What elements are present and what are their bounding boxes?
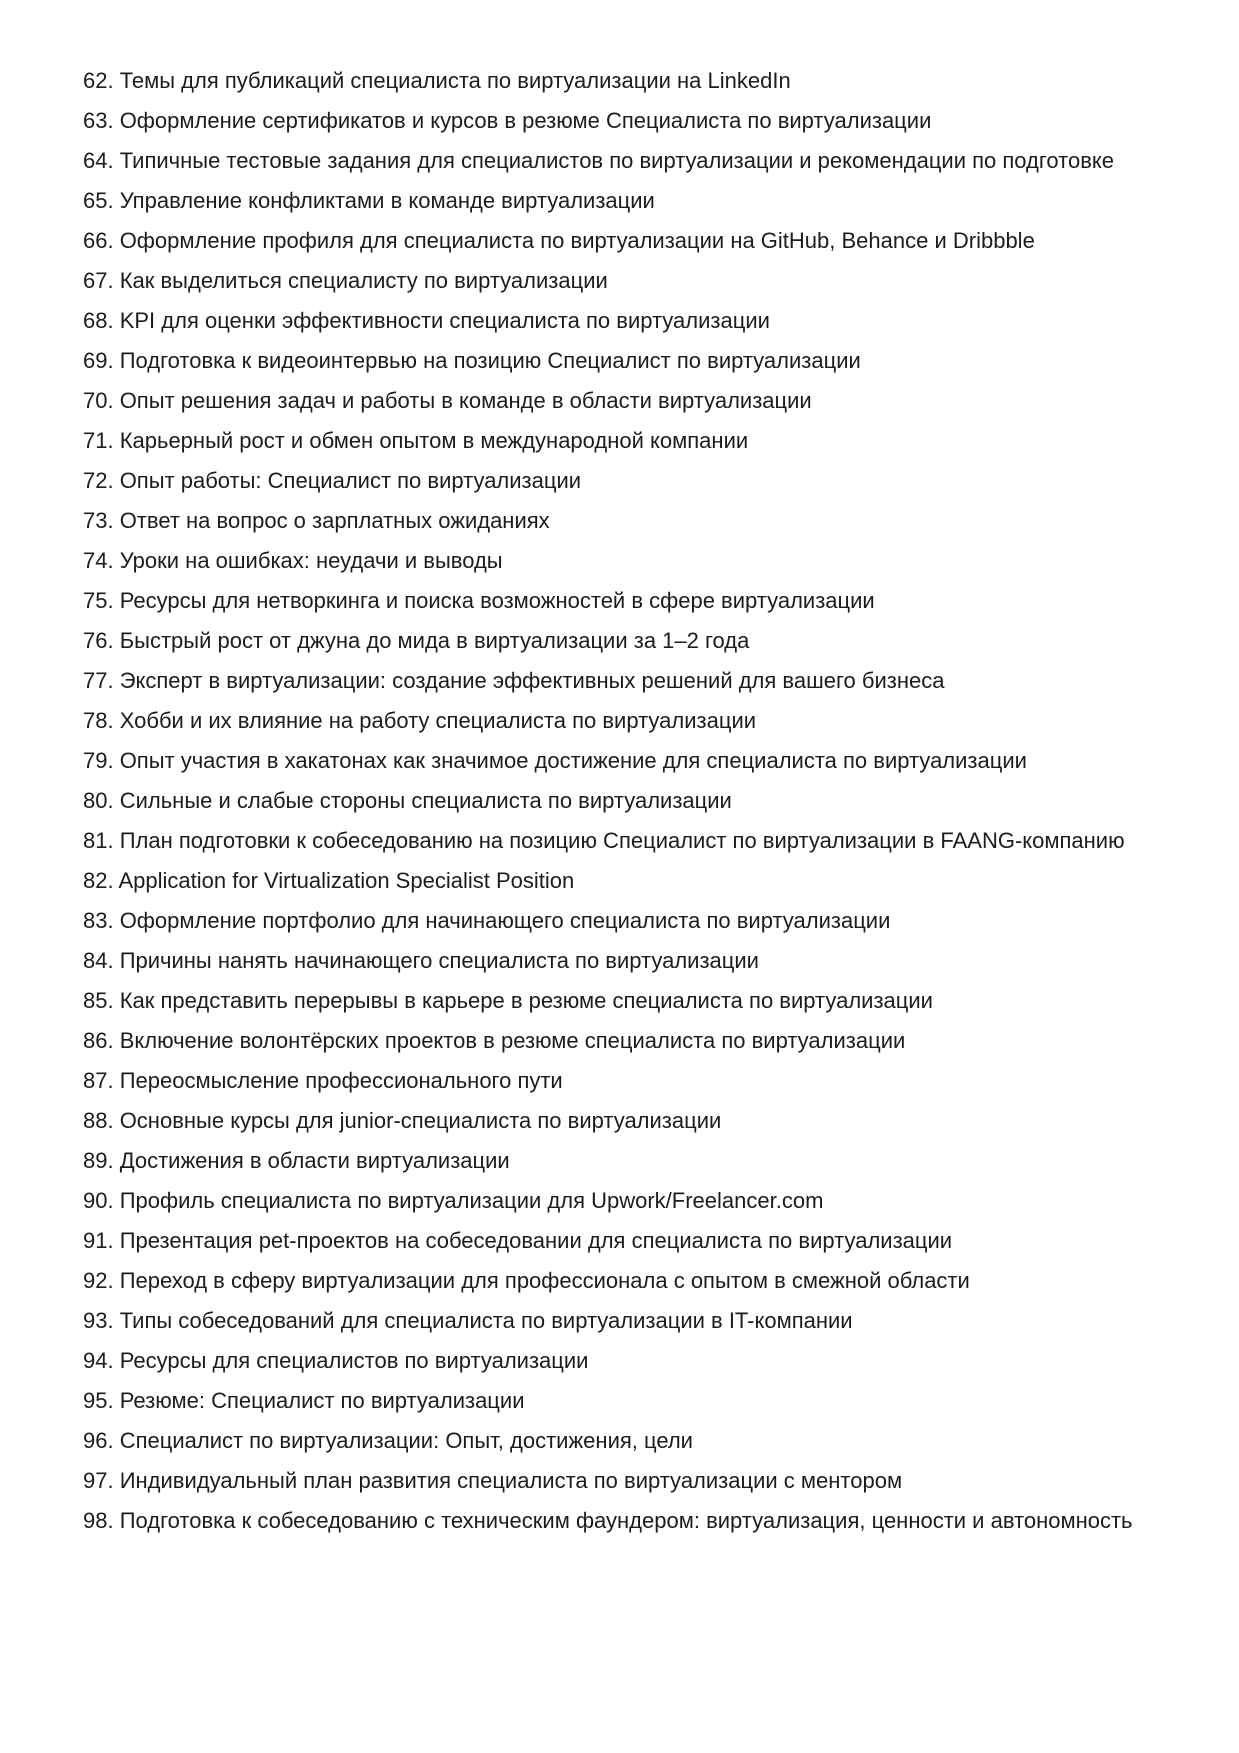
list-item: 67. Как выделиться специалисту по виртуализации — [83, 268, 608, 293]
list-item: 71. Карьерный рост и обмен опытом в международной компании — [83, 428, 749, 453]
list-item: 75. Ресурсы для нетворкинга и поиска возможностей в сфере виртуализации — [83, 588, 875, 613]
list-item: 74. Уроки на ошибках: неудачи и выводы — [83, 548, 503, 573]
list-item: 66. Оформление профиля для специалиста по виртуализации на GitHub, Behance и Dribbble — [83, 228, 1035, 253]
list-item: 97. Индивидуальный план развития специалиста по виртуализации с ментором — [83, 1468, 903, 1493]
list-item: 77. Эксперт в виртуализации: создание эффективных решений для вашего бизнеса — [83, 668, 945, 693]
list-item: 68. KPI для оценки эффективности специалиста по виртуализации — [83, 308, 770, 333]
list-item: 94. Ресурсы для специалистов по виртуализации — [83, 1348, 589, 1373]
list-item: 89. Достижения в области виртуализации — [83, 1148, 510, 1173]
list-item: 87. Переосмысление профессионального пути — [83, 1068, 563, 1093]
list-item: 73. Ответ на вопрос о зарплатных ожиданиях — [83, 508, 550, 533]
list-item: 96. Специалист по виртуализации: Опыт, достижения, цели — [83, 1428, 693, 1453]
list-item: 78. Хобби и их влияние на работу специалиста по виртуализации — [83, 708, 757, 733]
list-item: 95. Резюме: Специалист по виртуализации — [83, 1388, 525, 1413]
list-item: 85. Как представить перерывы в карьере в резюме специалиста по виртуализации — [83, 988, 933, 1013]
list-item: 84. Причины нанять начинающего специалиста по виртуализации — [83, 948, 759, 973]
list-item: 90. Профиль специалиста по виртуализации для Upwork/Freelancer.com — [83, 1188, 824, 1213]
list-item: 79. Опыт участия в хакатонах как значимое достижение для специалиста по виртуализации — [83, 748, 1027, 773]
list-item: 80. Сильные и слабые стороны специалиста по виртуализации — [83, 788, 732, 813]
list-item: 86. Включение волонтёрских проектов в резюме специалиста по виртуализации — [83, 1028, 906, 1053]
list-item: 91. Презентация pet-проектов на собеседовании для специалиста по виртуализации — [83, 1228, 953, 1253]
list-item: 88. Основные курсы для junior-специалиста по виртуализации — [83, 1108, 722, 1133]
list-item: 65. Управление конфликтами в команде виртуализации — [83, 188, 655, 213]
list-item: 76. Быстрый рост от джуна до мида в виртуализации за 1–2 года — [83, 628, 750, 653]
list-item: 72. Опыт работы: Специалист по виртуализации — [83, 468, 582, 493]
list-item: 69. Подготовка к видеоинтервью на позицию Специалист по виртуализации — [83, 348, 861, 373]
list-item: 92. Переход в сферу виртуализации для профессионала с опытом в смежной области — [83, 1268, 970, 1293]
list-item: 63. Оформление сертификатов и курсов в резюме Специалиста по виртуализации — [83, 108, 932, 133]
list-item: 81. План подготовки к собеседованию на позицию Специалист по виртуализации в FAANG-компанию — [83, 828, 1125, 853]
list-item: 83. Оформление портфолио для начинающего специалиста по виртуализации — [83, 908, 891, 933]
list-item: 62. Темы для публикаций специалиста по виртуализации на LinkedIn — [83, 68, 791, 93]
list-item: 64. Типичные тестовые задания для специалистов по виртуализации и рекомендации по подготовке — [83, 148, 1115, 173]
list-item: 98. Подготовка к собеседованию с техническим фаундером: виртуализация, ценности и автономность — [83, 1508, 1133, 1533]
topic-list — [83, 61, 1159, 1541]
list-item: 93. Типы собеседований для специалиста по виртуализации в IT-компании — [83, 1308, 853, 1333]
list-item: 82. Application for Virtualization Specialist Position — [83, 868, 575, 893]
list-item: 70. Опыт решения задач и работы в команде в области виртуализации — [83, 388, 812, 413]
